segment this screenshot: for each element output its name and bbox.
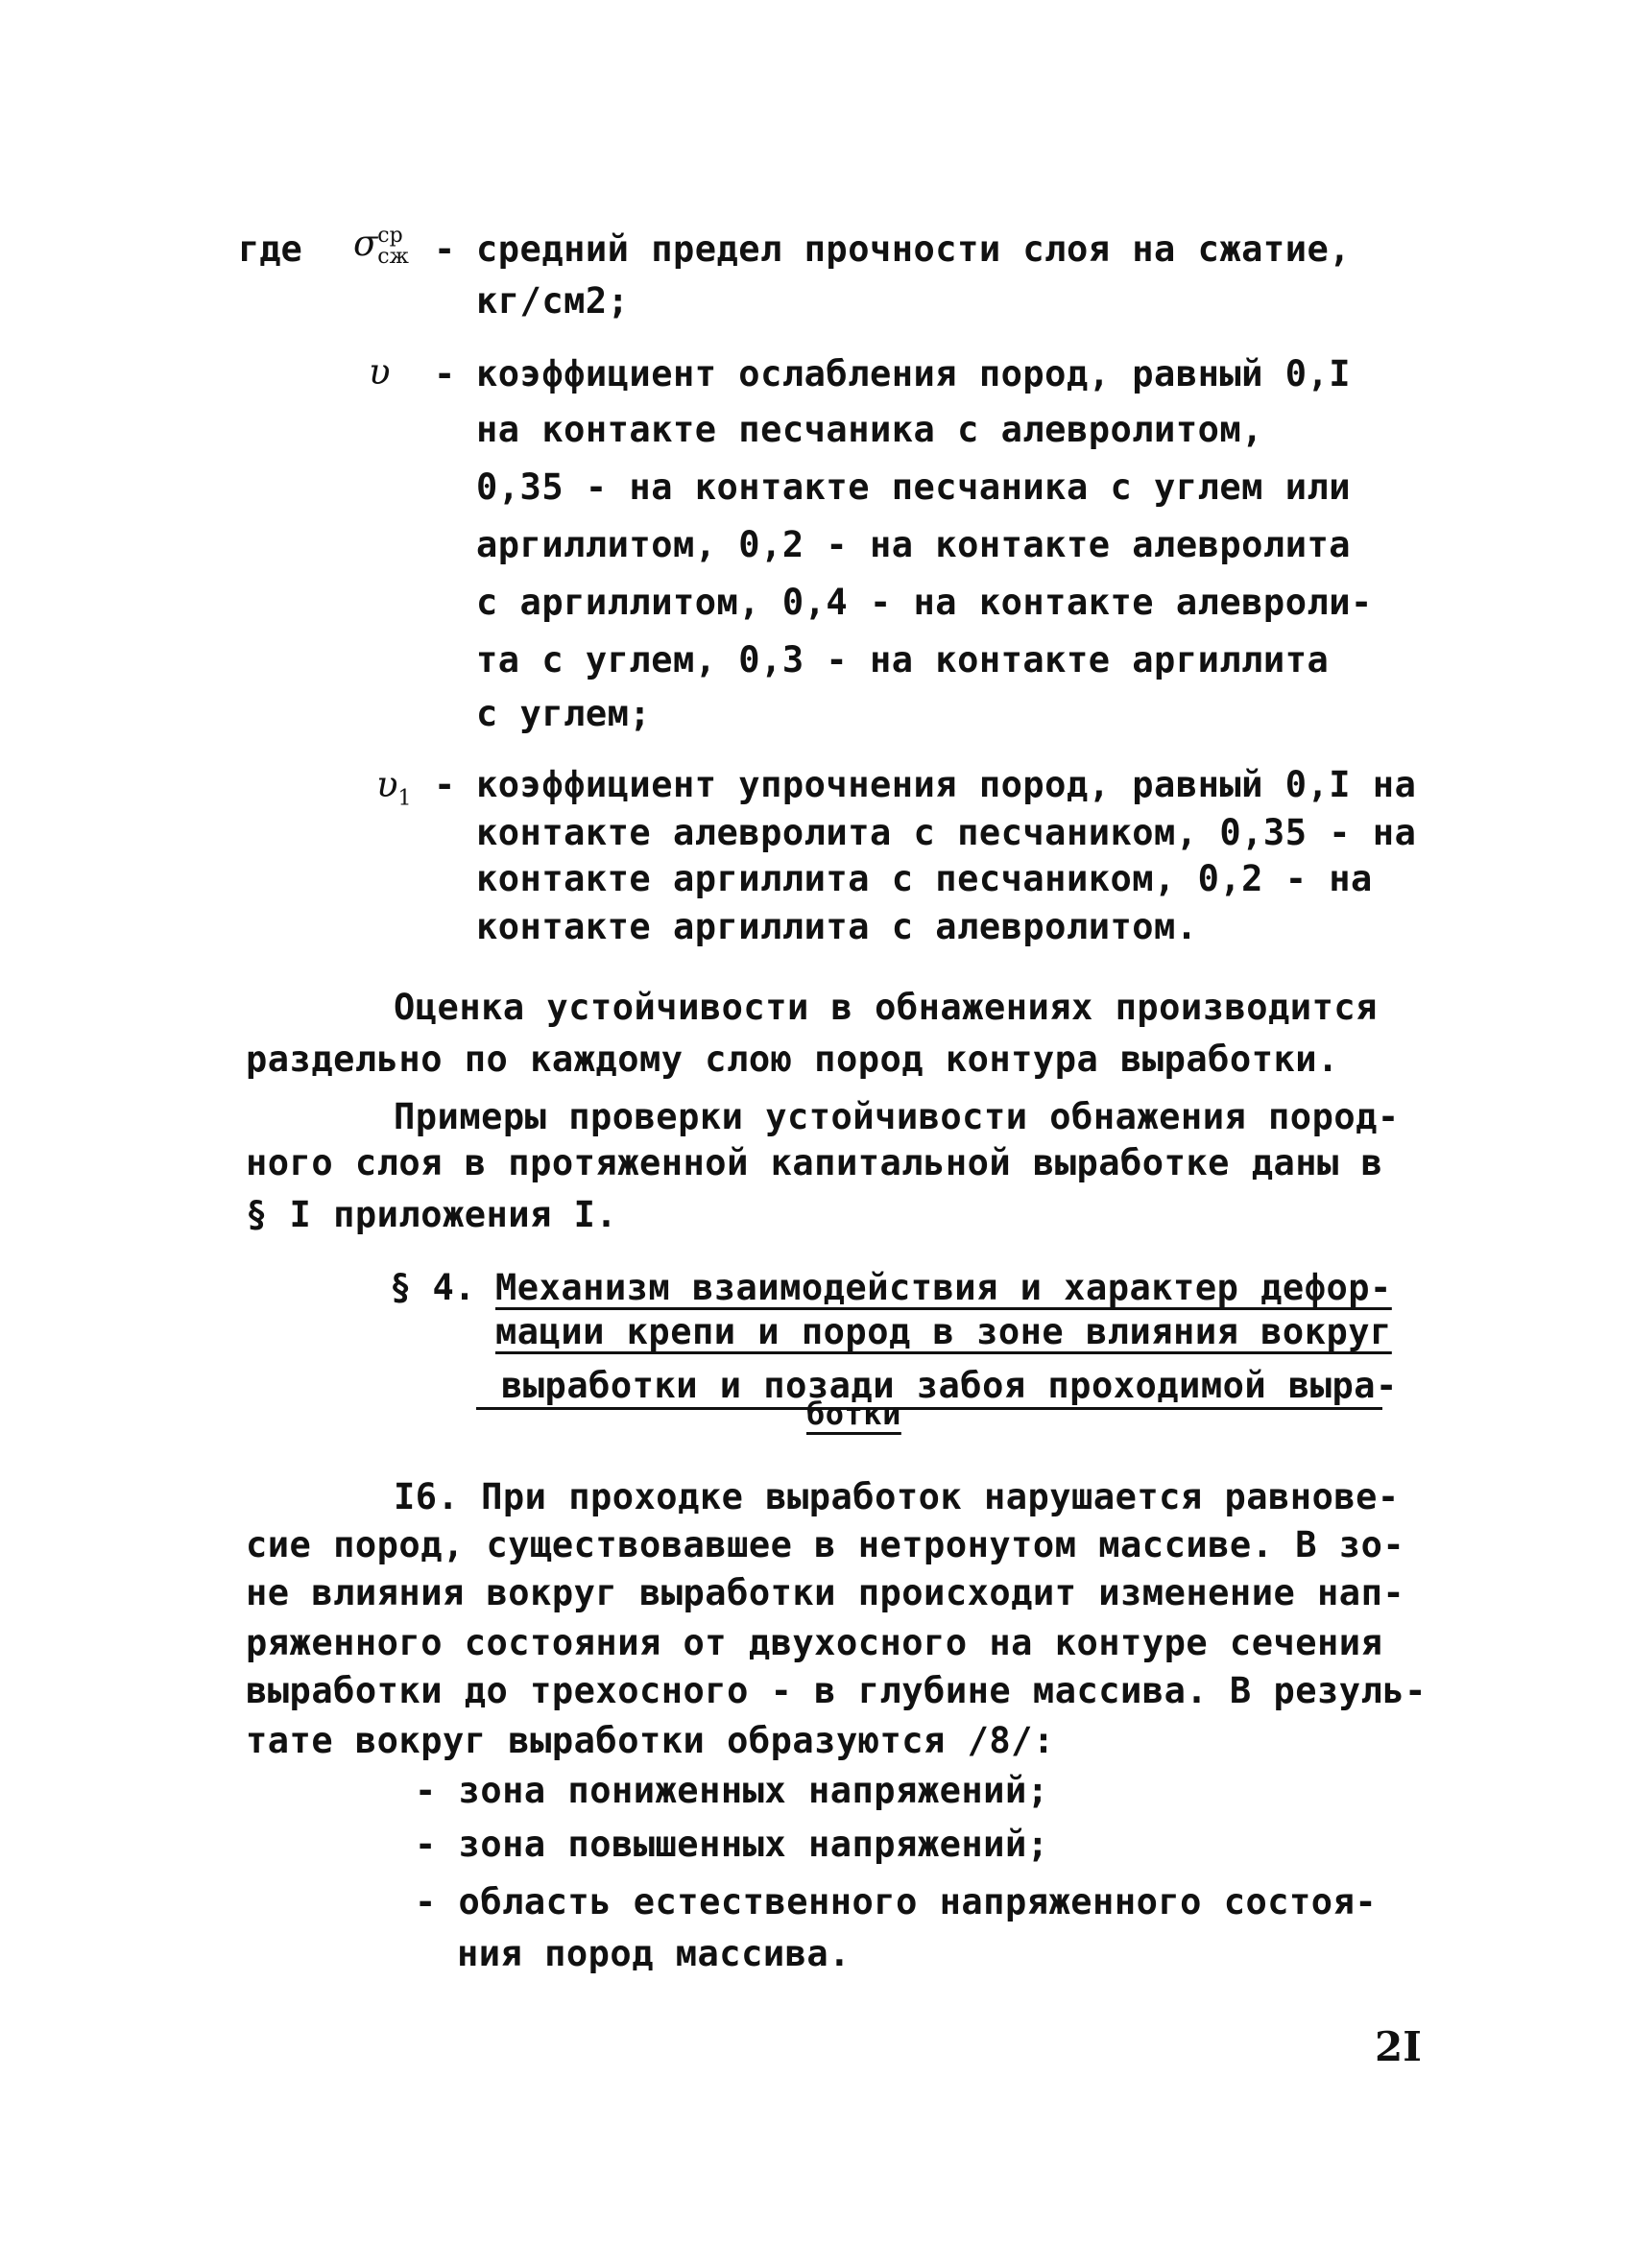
body-line: сие пород, существовавшее в нетронутом массиве. В зо- bbox=[246, 1524, 1405, 1565]
section-title-line: Механизм взаимодействия и характер дефор- bbox=[495, 1267, 1392, 1308]
body-line: тате вокруг выработки образуются /8/: bbox=[246, 1720, 1055, 1761]
section-number: § 4. bbox=[390, 1267, 476, 1308]
body-line: ряженного состояния от двухосного на контуре сечения bbox=[246, 1622, 1383, 1663]
nu1-def-line: контакте алевролита с песчаником, 0,35 - на bbox=[476, 812, 1417, 853]
body-line: выработки до трехосного - в глубине массива. В резуль- bbox=[246, 1670, 1427, 1711]
sigma-char: σ bbox=[353, 223, 378, 264]
sigma-sub: сж bbox=[377, 244, 409, 269]
section-title-line: мации крепи и пород в зоне влияния вокруг bbox=[495, 1311, 1392, 1352]
nu1-def-line: контакте аргиллита с песчаником, 0,2 - на bbox=[476, 858, 1373, 899]
paragraph-line: Оценка устойчивости в обнажениях производится bbox=[394, 987, 1378, 1028]
paragraph-line: Примеры проверки устойчивости обнажения пород- bbox=[394, 1096, 1400, 1137]
nu-def-line: на контакте песчаника с алевролитом, bbox=[476, 409, 1263, 450]
nu-def-line: аргиллитом, 0,2 - на контакте алевролита bbox=[476, 524, 1352, 565]
nu1-char: υ bbox=[376, 764, 398, 805]
where-label: где bbox=[238, 228, 302, 270]
nu1-def-line: контакте аргиллита с алевролитом. bbox=[476, 906, 1198, 947]
nu-def-line: 0,35 - на контакте песчаника с углем или bbox=[476, 466, 1352, 508]
section-title-line: ботки bbox=[806, 1396, 901, 1432]
body-line: не влияния вокруг выработки происходит изменение нап- bbox=[246, 1572, 1405, 1613]
list-item: - зона повышенных напряжений; bbox=[415, 1824, 1049, 1865]
section-underline-rule bbox=[476, 1407, 1382, 1410]
page-number: 2I bbox=[1375, 2023, 1422, 2070]
nu-def-line: с углем; bbox=[476, 693, 652, 734]
nu1-sub: 1 bbox=[397, 786, 412, 811]
nu-dash: - bbox=[434, 353, 456, 394]
body-line: I6. При проходке выработок нарушается равнове- bbox=[394, 1476, 1400, 1517]
nu-def-line: та с углем, 0,3 - на контакте аргиллита bbox=[476, 639, 1330, 680]
sigma-def-line: кг/см2; bbox=[476, 280, 630, 322]
sigma-def-line: средний предел прочности слоя на сжатие, bbox=[476, 228, 1352, 270]
paragraph-line: раздельно по каждому слою пород контура выработки. bbox=[246, 1039, 1339, 1080]
nu-def-line: с аргиллитом, 0,4 - на контакте алевроли- bbox=[476, 582, 1373, 623]
list-item: - зона пониженных напряжений; bbox=[415, 1770, 1049, 1811]
sigma-symbol bbox=[353, 223, 409, 268]
paragraph-line: ного слоя в протяженной капитальной выработке даны в bbox=[246, 1142, 1383, 1183]
paragraph-line: § I приложения I. bbox=[246, 1194, 618, 1235]
nu-def-line: коэффициент ослабления пород, равный 0,I bbox=[476, 353, 1352, 394]
sigma-dash: - bbox=[434, 228, 456, 270]
list-item-continuation: ния пород массива. bbox=[457, 1933, 851, 1974]
list-item: - область естественного напряженного состоя- bbox=[415, 1881, 1378, 1922]
nu1-dash: - bbox=[434, 764, 456, 805]
nu1-symbol bbox=[376, 764, 412, 810]
section-title-line: выработки и позади забоя проходимой выра- bbox=[501, 1365, 1398, 1406]
sigma-sup: ср bbox=[377, 223, 403, 248]
nu-symbol: υ bbox=[369, 351, 391, 393]
nu1-def-line: коэффициент упрочнения пород, равный 0,I на bbox=[476, 764, 1417, 805]
